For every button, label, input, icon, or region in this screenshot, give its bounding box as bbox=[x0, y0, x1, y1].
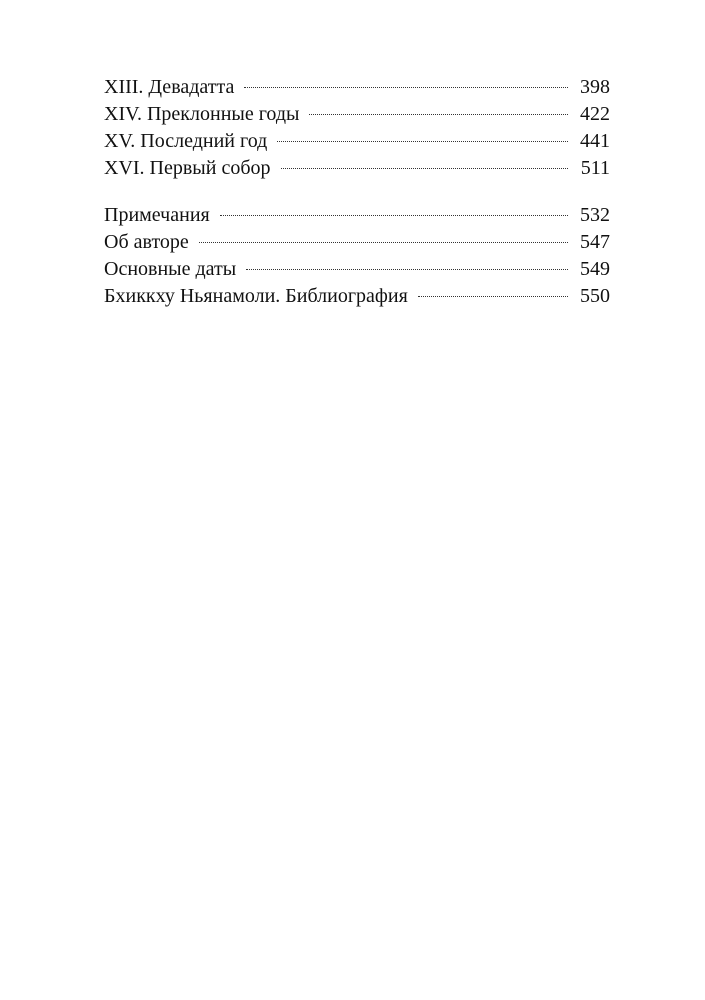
toc-entry-title: Бхиккху Ньянамоли. Библиография bbox=[104, 285, 408, 307]
toc-entry-title: XIV. Преклонные годы bbox=[104, 103, 300, 125]
dot-leader bbox=[244, 87, 568, 88]
toc-entry-page: 532 bbox=[580, 204, 610, 226]
toc-entry[interactable] bbox=[104, 202, 610, 229]
toc-chapters bbox=[104, 74, 610, 182]
toc-entry-title: Об авторе bbox=[104, 231, 189, 253]
toc-entry-title: Примечания bbox=[104, 204, 210, 226]
dot-leader bbox=[277, 141, 568, 142]
toc-entry-page: 422 bbox=[580, 103, 610, 125]
toc-entry-page: 511 bbox=[580, 157, 610, 179]
toc-entry[interactable] bbox=[104, 256, 610, 283]
toc-entry[interactable] bbox=[104, 128, 610, 155]
dot-leader bbox=[246, 269, 568, 270]
dot-leader bbox=[418, 296, 568, 297]
toc-entry-page: 550 bbox=[580, 285, 610, 307]
toc-appendices bbox=[104, 202, 610, 310]
toc-entry[interactable] bbox=[104, 101, 610, 128]
toc-entry-page: 549 bbox=[580, 258, 610, 280]
toc-entry[interactable] bbox=[104, 74, 610, 101]
toc-entry-title: XV. Последний год bbox=[104, 130, 268, 152]
toc-entry-page: 441 bbox=[580, 130, 610, 152]
toc-entry-title: XVI. Первый собор bbox=[104, 157, 271, 179]
dot-leader bbox=[199, 242, 568, 243]
toc-entry-title: XIII. Девадатта bbox=[104, 76, 235, 98]
toc-entry[interactable] bbox=[104, 155, 610, 182]
toc-entry-title: Основные даты bbox=[104, 258, 237, 280]
toc-entry-page: 398 bbox=[580, 76, 610, 98]
dot-leader bbox=[309, 114, 568, 115]
toc-entry-page: 547 bbox=[580, 231, 610, 253]
dot-leader bbox=[220, 215, 568, 216]
table-of-contents bbox=[104, 74, 610, 310]
dot-leader bbox=[281, 168, 568, 169]
toc-entry[interactable] bbox=[104, 283, 610, 310]
toc-entry[interactable] bbox=[104, 229, 610, 256]
